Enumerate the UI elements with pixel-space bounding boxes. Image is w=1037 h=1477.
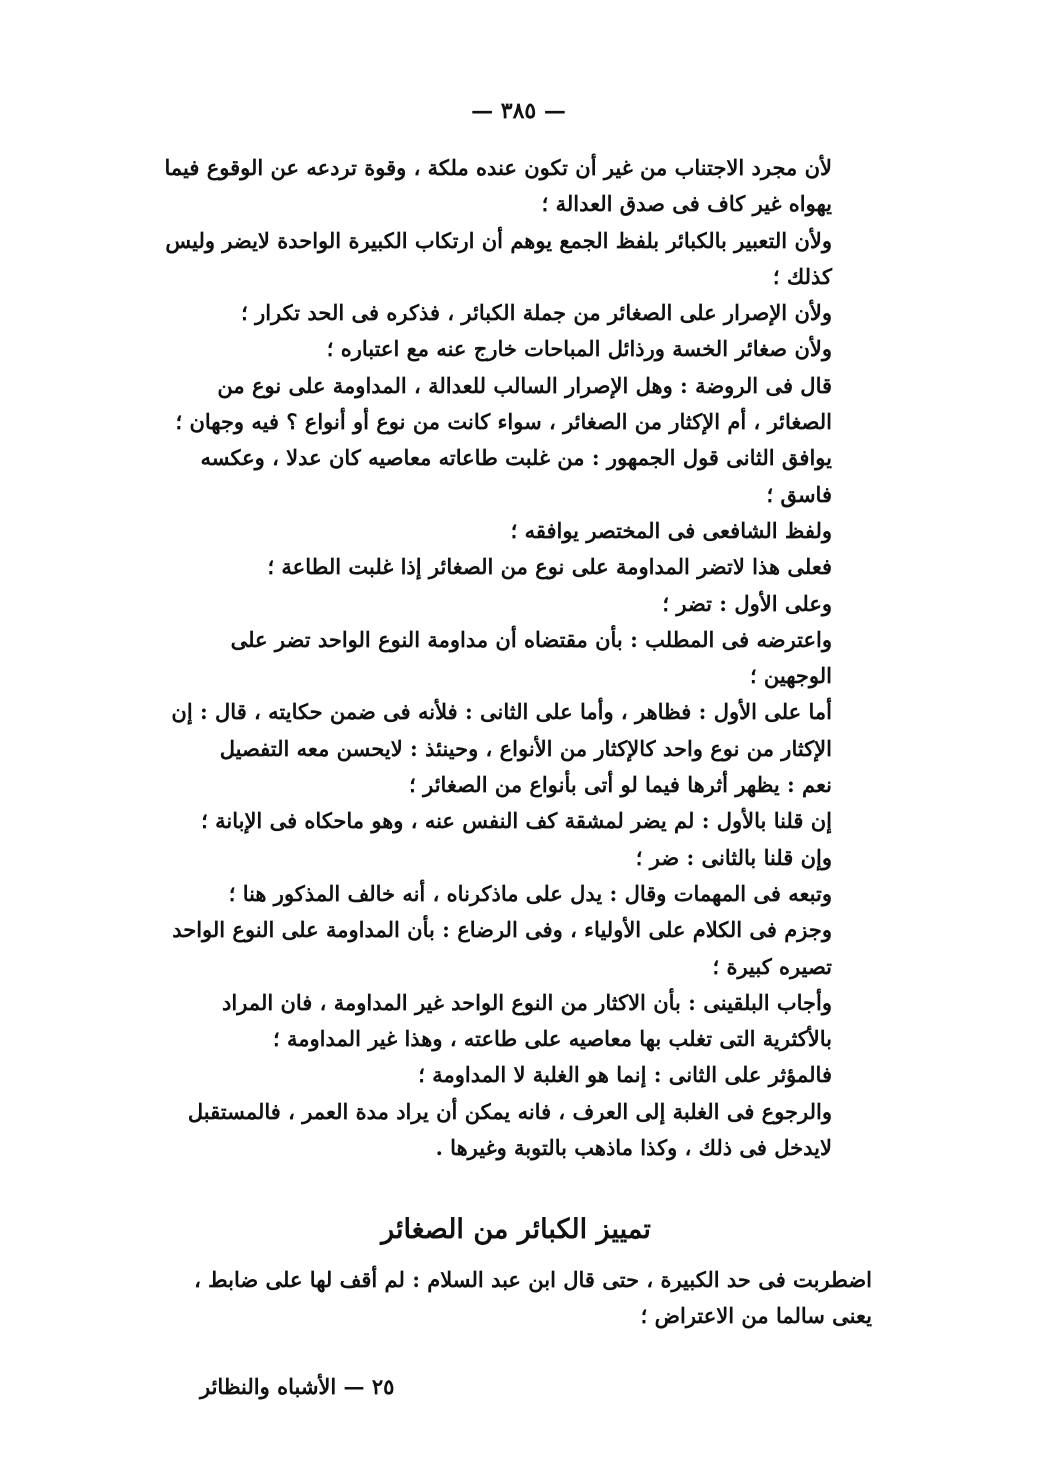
paragraph: ولفظ الشافعى فى المختصر يوافقه ؛ [510,517,832,543]
paragraph: نعم : يظهر أثرها فيما لو أتى بأنواع من الصغائر ؛ [409,772,832,798]
paragraph: لأن مجرد الاجتناب من غير أن تكون عنده ملكة ، وقوة تردعه عن الوقوع فيما يهواه غير كاف فى صدق العدالة ؛ [164,155,832,217]
paragraph: وإن قلنا بالثانى : ضر ؛ [635,844,832,870]
body-text [160,150,872,1166]
paragraph: وجزم فى الكلام على الأولياء ، وفى الرضاع : بأن المداومة على النوع الواحد تصيره كبيرة ؛ [172,917,832,979]
paragraph: ولأن صغائر الخسة ورذائل المباحات خارج عنه مع اعتباره ؛ [326,336,832,362]
paragraph: فالمؤثر على الثانى : إنما هو الغلبة لا المداومة ؛ [418,1062,832,1088]
paragraph: واعترضه فى المطلب : بأن مقتضاه أن مداومة النوع الواحد تضر على الوجهين ؛ [230,626,832,689]
paragraph: إن قلنا بالأول : لم يضر لمشقة كف النفس عنه ، وهو ماحكاه فى الإبانة ؛ [201,808,832,834]
paragraph: ولأن التعبير بالكبائر بلفظ الجمع يوهم أن ارتكاب الكبيرة الواحدة لايضر وليس كذلك ؛ [165,227,832,289]
paragraph: أما على الأول : فظاهر ، وأما على الثانى : فلأنه فى ضمن حكايته ، قال : إن الإكثار من نوع واحد كالإكثار من الأنواع ، وحينئذ : لايحسن معه التفصيل [171,699,832,761]
page-number: — ٣٨٥ — [471,98,566,124]
paragraph: وتبعه فى المهمات وقال : يدل على ماذكرناه ، أنه خالف المذكور هنا ؛ [228,880,832,906]
paragraph: وأجاب البلقينى : بأن الاكثار من النوع الواحد غير المداومة ، فان المراد بالأكثرية التى تغلب بها معاصيه على طاعته ، وهذا غير المداومة ؛ [222,989,832,1052]
section-heading: تمييز الكبائر من الصغائر [381,1214,651,1245]
paragraph: وعلى الأول : تضر ؛ [662,590,832,616]
paragraph: فعلى هذا لاتضر المداومة على نوع من الصغائر إذا غلبت الطاعة ؛ [267,554,832,580]
paragraph: والرجوع فى الغلبة إلى العرف ، فانه يمكن أن يراد مدة العمر ، فالمستقبل لايدخل فى ذلك ، وكذا ماذهب بالتوبة وغيرها . [187,1098,832,1161]
paragraph: يوافق الثانى قول الجمهور : من غلبت طاعاته معاصيه كان عدلا ، وعكسه فاسق ؛ [200,445,832,507]
section-paragraph: اضطربت فى حد الكبيرة ، حتى قال ابن عبد السلام : لم أقف لها على ضابط ، يعنى سالما من الاعتراض ؛ [194,1267,872,1329]
paragraph: ولأن الإصرار على الصغائر من جملة الكبائر ، فذكره فى الحد تكرار ؛ [241,300,832,326]
paragraph: قال فى الروضة : وهل الإصرار السالب للعدالة ، المداومة على نوع من الصغائر ، أم الإكثار من الصغائر ، سواء كانت من نوع أو أنواع ؟ فيه وجهان ؛ [175,372,832,435]
footer-signature: ٢٥ — الأشباه والنظائر [200,1374,395,1399]
